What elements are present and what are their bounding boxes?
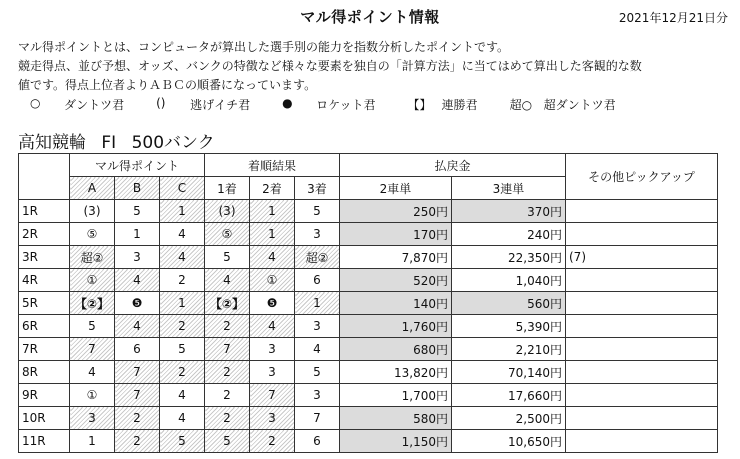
third-cell: 7 [295,407,340,430]
venue-grade: FI [101,133,117,153]
point-b-cell: 6 [115,338,160,361]
results-table [18,153,718,453]
point-b-cell: 5 [115,200,160,223]
table-row [19,315,718,338]
intro-line-1: マル得ポイントとは、コンピュータが算出した選手別の能力を指数分析したポイントです。 [18,40,510,54]
race-cell: 11R [19,430,70,453]
venue-heading [18,128,225,153]
second-cell: 7 [250,384,295,407]
point-b-cell: 4 [115,315,160,338]
report-date: 2021年12月21日分 [618,11,728,25]
point-b-cell: 7 [115,361,160,384]
point-a-cell: 7 [70,338,115,361]
legend-symbol: ○ [30,96,41,110]
legend-label: 逃げイチ君 [190,98,251,112]
trifecta-cell: 22,350円 [452,246,566,269]
trifecta-cell: 70,140円 [452,361,566,384]
venue-bank: 500バンク [131,133,215,153]
legend-symbol: () [156,96,166,110]
point-b-cell: ❺ [115,292,160,315]
col-exacta-header: 2車単 [340,177,452,200]
point-a-cell: 5 [70,315,115,338]
third-cell: 5 [295,200,340,223]
second-cell: 4 [250,315,295,338]
legend-symbol: 【】 [407,98,432,112]
point-c-cell: 2 [160,361,205,384]
race-cell: 6R [19,315,70,338]
third-cell: 4 [295,338,340,361]
point-a-cell: 超② [70,246,115,269]
exacta-cell: 250円 [340,200,452,223]
table-row [19,223,718,246]
point-a-cell: ① [70,384,115,407]
race-cell: 5R [19,292,70,315]
point-c-cell: 1 [160,200,205,223]
point-b-cell: 7 [115,384,160,407]
exacta-cell: 7,870円 [340,246,452,269]
legend-label: ロケット君 [316,98,376,112]
first-cell: 5 [205,430,250,453]
exacta-cell: 680円 [340,338,452,361]
exacta-cell: 1,760円 [340,315,452,338]
point-a-cell: ⑤ [70,223,115,246]
legend-label: ダントツ君 [64,98,125,112]
point-a-cell: (3) [70,200,115,223]
table-row [19,269,718,292]
trifecta-cell: 5,390円 [452,315,566,338]
race-header [19,154,70,200]
race-cell: 2R [19,223,70,246]
race-cell: 9R [19,384,70,407]
point-b-cell: 1 [115,223,160,246]
other-cell [566,269,718,292]
point-b-cell: 2 [115,407,160,430]
race-cell: 10R [19,407,70,430]
exacta-cell: 140円 [340,292,452,315]
exacta-cell: 520円 [340,269,452,292]
legend-symbol: 超○ [509,98,533,112]
legend-item-nigeichi [156,96,250,113]
third-cell: 1 [295,292,340,315]
first-cell: ⑤ [205,223,250,246]
point-c-cell: 1 [160,292,205,315]
exacta-cell: 1,700円 [340,384,452,407]
first-cell: 2 [205,407,250,430]
other-cell [566,361,718,384]
second-cell: 4 [250,246,295,269]
other-cell: (7) [566,246,718,269]
other-cell [566,407,718,430]
other-cell [566,200,718,223]
other-cell [566,430,718,453]
first-cell: 5 [205,246,250,269]
legend-item-rocket [282,96,375,113]
trifecta-cell: 240円 [452,223,566,246]
table-row [19,246,718,269]
point-a-cell: 4 [70,361,115,384]
second-cell: 1 [250,200,295,223]
point-a-cell: 1 [70,430,115,453]
trifecta-cell: 1,040円 [452,269,566,292]
race-cell: 8R [19,361,70,384]
table-row [19,292,718,315]
first-cell: 2 [205,361,250,384]
exacta-cell: 1,150円 [340,430,452,453]
first-cell: (3) [205,200,250,223]
trifecta-cell: 17,660円 [452,384,566,407]
first-cell: 2 [205,384,250,407]
other-cell [566,338,718,361]
table-row [19,200,718,223]
table-row [19,384,718,407]
second-cell: 1 [250,223,295,246]
intro-text [18,38,724,95]
second-cell: 2 [250,430,295,453]
point-c-cell: 2 [160,315,205,338]
table-row [19,338,718,361]
race-cell: 3R [19,246,70,269]
other-cell [566,292,718,315]
third-cell: 6 [295,269,340,292]
trifecta-cell: 2,500円 [452,407,566,430]
point-b-cell: 3 [115,246,160,269]
second-cell: 3 [250,361,295,384]
third-cell: 3 [295,315,340,338]
legend-item-super-dantotsu [510,96,616,113]
points-header: マル得ポイント [70,154,205,177]
third-cell: 超② [295,246,340,269]
first-cell: 4 [205,269,250,292]
race-cell: 1R [19,200,70,223]
group-header-row [19,154,718,177]
exacta-cell: 580円 [340,407,452,430]
col-c-header: C [160,177,205,200]
first-cell: 7 [205,338,250,361]
point-b-cell: 2 [115,430,160,453]
col-third-header: 3着 [295,177,340,200]
other-cell [566,384,718,407]
other-cell [566,315,718,338]
legend-symbol: ● [282,96,293,110]
first-cell: 2 [205,315,250,338]
point-c-cell: 5 [160,430,205,453]
second-cell: 3 [250,338,295,361]
payout-header: 払戻金 [340,154,566,177]
legend-label: 連勝君 [441,98,478,112]
trifecta-cell: 2,210円 [452,338,566,361]
first-cell: 【②】 [205,292,250,315]
symbol-legend [30,96,648,113]
trifecta-cell: 370円 [452,200,566,223]
third-cell: 3 [295,223,340,246]
legend-item-dantotsu [30,96,124,113]
point-a-cell: 3 [70,407,115,430]
table-row [19,361,718,384]
col-second-header: 2着 [250,177,295,200]
table-row [19,407,718,430]
intro-line-2: 競走得点、並び予想、オッズ、バンクの特徴など様々な要素を独自の「計算方法」に当てはめて算出した客観的な数 [18,59,642,73]
point-a-cell: ① [70,269,115,292]
other-cell [566,223,718,246]
point-c-cell: 4 [160,407,205,430]
point-c-cell: 5 [160,338,205,361]
point-a-cell: 【②】 [70,292,115,315]
trifecta-cell: 560円 [452,292,566,315]
point-c-cell: 2 [160,269,205,292]
point-c-cell: 4 [160,223,205,246]
col-trifecta-header: 3連単 [452,177,566,200]
second-cell: ① [250,269,295,292]
point-b-cell: 4 [115,269,160,292]
exacta-cell: 13,820円 [340,361,452,384]
legend-item-renshou [408,96,478,113]
col-a-header: A [70,177,115,200]
third-cell: 3 [295,384,340,407]
other-pickup-header: その他ピックアップ [566,154,718,200]
trifecta-cell: 10,650円 [452,430,566,453]
col-b-header: B [115,177,160,200]
second-cell: ❺ [250,292,295,315]
race-cell: 7R [19,338,70,361]
second-cell: 3 [250,407,295,430]
results-header: 着順結果 [205,154,340,177]
third-cell: 6 [295,430,340,453]
point-c-cell: 4 [160,246,205,269]
third-cell: 5 [295,361,340,384]
intro-line-3: 値です。得点上位者よりＡＢＣの順番になっています。 [18,78,317,92]
venue-name: 高知競輪 [18,133,86,153]
col-first-header: 1着 [205,177,250,200]
legend-label: 超ダントツ君 [543,98,616,112]
table-row [19,430,718,453]
point-c-cell: 4 [160,384,205,407]
race-cell: 4R [19,269,70,292]
page-title: マル得ポイント情報 [300,8,440,26]
exacta-cell: 170円 [340,223,452,246]
